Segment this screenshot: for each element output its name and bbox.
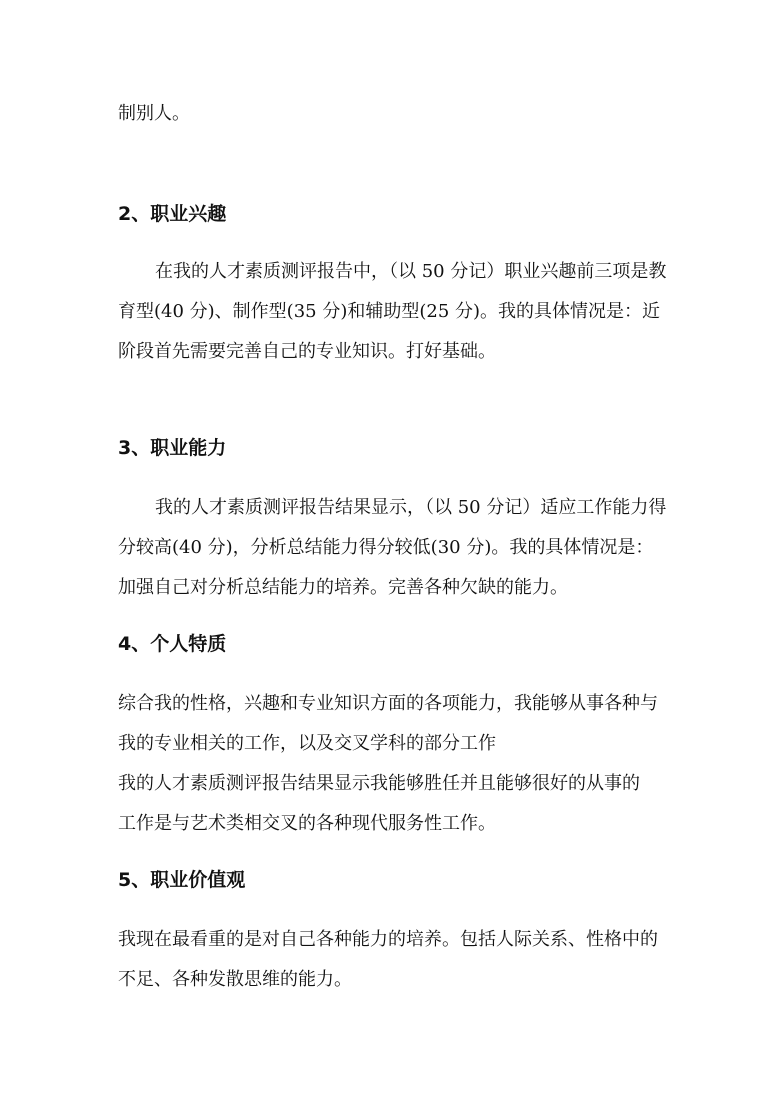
- paragraph-line: 育型(40 分)、制作型(35 分)和辅助型(25 分)。我的具体情况是：近: [118, 301, 661, 322]
- paragraph-line: 加强自己对分析总结能力的培养。完善各种欠缺的能力。: [118, 577, 568, 598]
- career-ability-paragraph: [118, 488, 667, 608]
- paragraph-line: 不足、各种发散思维的能力。: [118, 969, 352, 990]
- career-values-paragraph: [118, 920, 663, 1000]
- paragraph-line: 我的人才素质测评报告结果显示我能够胜任并且能够很好的从事的: [118, 773, 640, 794]
- paragraph-line: 我的专业相关的工作，以及交叉学科的部分工作: [118, 733, 496, 754]
- section-heading-career-ability: 3、职业能力: [118, 437, 227, 459]
- paragraph-line: 制别人。: [118, 103, 190, 124]
- fragment-paragraph: [118, 94, 663, 134]
- section-heading-personal-traits: 4、个人特质: [118, 633, 227, 655]
- personal-traits-paragraph: [118, 684, 663, 844]
- section-heading-career-values: 5、职业价值观: [118, 869, 246, 891]
- paragraph-line: 综合我的性格，兴趣和专业知识方面的各项能力，我能够从事各种与: [118, 693, 658, 714]
- paragraph-line: 阶段首先需要完善自己的专业知识。打好基础。: [118, 341, 496, 362]
- paragraph-line: 在我的人才素质测评报告中，（以 50 分记）职业兴趣前三项是教: [155, 261, 667, 282]
- paragraph-line: 分较高(40 分)，分析总结能力得分较低(30 分)。我的具体情况是：: [118, 537, 654, 558]
- career-interest-paragraph: [118, 252, 667, 372]
- section-heading-career-interest: 2、职业兴趣: [118, 203, 227, 225]
- paragraph-line: 我现在最看重的是对自己各种能力的培养。包括人际关系、性格中的: [118, 929, 658, 950]
- paragraph-line: 工作是与艺术类相交叉的各种现代服务性工作。: [118, 813, 496, 834]
- paragraph-line: 我的人才素质测评报告结果显示，（以 50 分记）适应工作能力得: [155, 497, 667, 518]
